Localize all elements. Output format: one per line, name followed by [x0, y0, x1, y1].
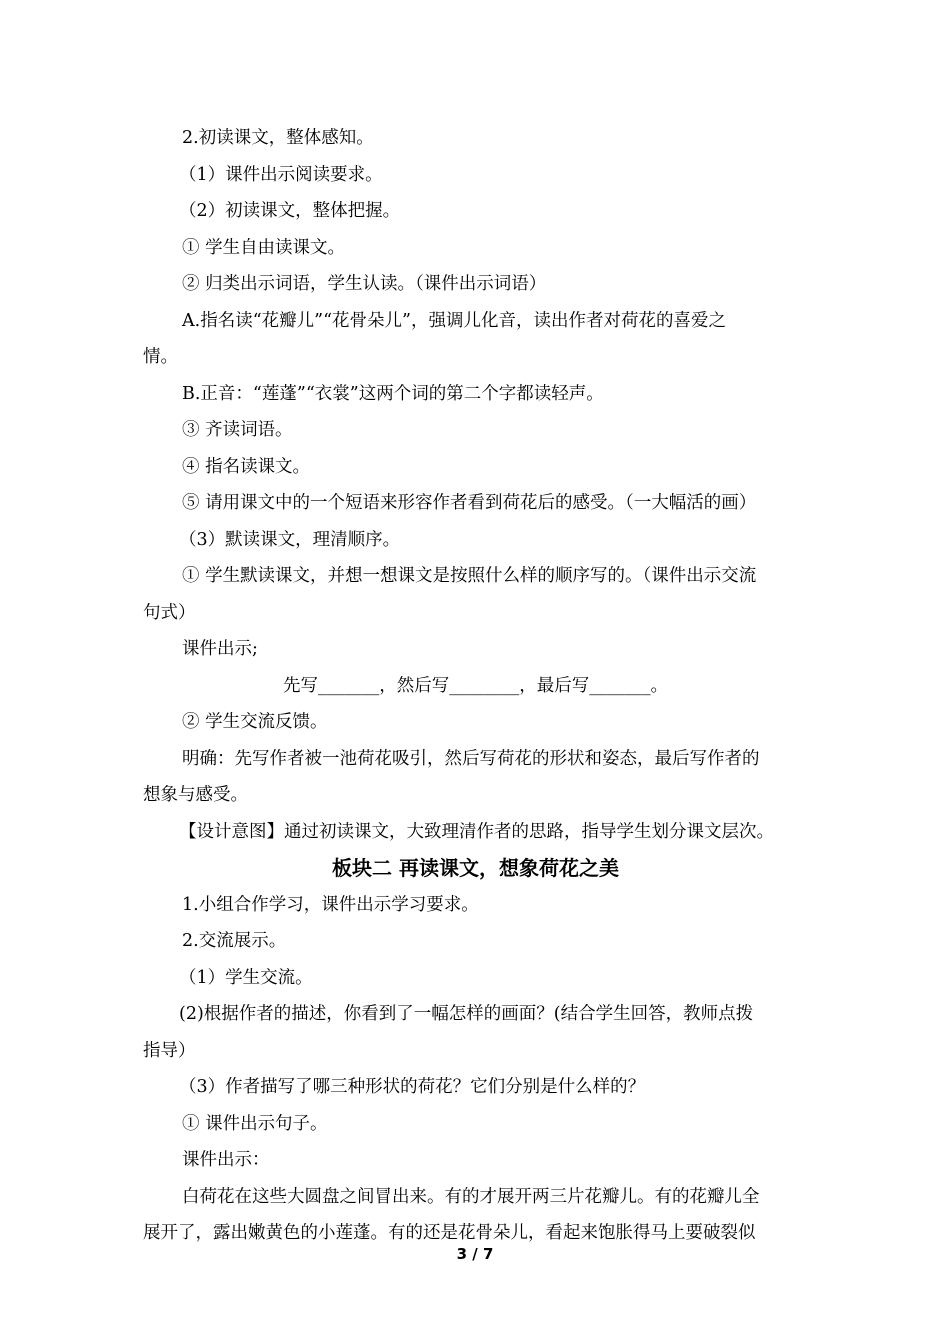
- paragraph-line: 课件出示;: [182, 639, 258, 659]
- page-number: 3 / 7: [456, 1245, 494, 1263]
- paragraph-line: ① 学生默读课文，并想一想课文是按照什么样的顺序写的。（课件出示交流: [182, 566, 757, 586]
- paragraph-line: ② 学生交流反馈。: [182, 712, 328, 732]
- paragraph-line: 句式）: [143, 602, 196, 623]
- paragraph-line: 1.小组合作学习，课件出示学习要求。: [182, 894, 479, 915]
- paragraph-line: （3）作者描写了哪三种形状的荷花？它们分别是什么样的？: [179, 1077, 646, 1097]
- section-heading: 板块二 再读课文，想象荷花之美: [332, 856, 619, 880]
- quoted-passage-line: 白荷花在这些大圆盘之间冒出来。有的才展开两三片花瓣儿。有的花瓣儿全: [182, 1186, 760, 1207]
- design-intent-note: 【设计意图】通过初读课文，大致理清作者的思路，指导学生划分课文层次。: [179, 821, 774, 842]
- quoted-passage-line: 展开了，露出嫩黄色的小莲蓬。有的还是花骨朵儿，看起来饱胀得马上要破裂似: [143, 1223, 756, 1243]
- paragraph-line: ③ 齐读词语。: [182, 420, 293, 440]
- paragraph-line: 2.交流展示。: [182, 931, 287, 951]
- step-heading-first-reading: 2.初读课文，整体感知。: [182, 128, 374, 148]
- paragraph-line: ④ 指名读课文。: [182, 456, 311, 477]
- paragraph-line: ② 归类出示词语，学生认读。（课件出示词语）: [182, 274, 547, 294]
- paragraph-line: ⑤ 请用课文中的一个短语来形容作者看到荷花后的感受。（一大幅活的画）: [182, 493, 757, 513]
- paragraph-line: 想象与感受。: [143, 785, 248, 805]
- paragraph-line: ① 学生自由读课文。: [182, 237, 346, 258]
- paragraph-line: 课件出示：: [182, 1150, 270, 1170]
- paragraph-line: ① 课件出示句子。: [182, 1113, 328, 1134]
- paragraph-line: （3）默读课文，理清顺序。: [179, 529, 401, 550]
- page-content: [143, 120, 808, 1252]
- paragraph-line: 明确：先写作者被一池荷花吸引，然后写荷花的形状和姿态，最后写作者的: [182, 748, 760, 769]
- paragraph-line: 情。: [143, 347, 178, 367]
- paragraph-line: （1）学生交流。: [179, 967, 313, 988]
- paragraph-line: （1）课件出示阅读要求。: [179, 164, 383, 185]
- paragraph-line: （2）初读课文，整体把握。: [179, 201, 401, 221]
- paragraph-line: 指导）: [143, 1040, 196, 1061]
- fill-in-blank-pattern: 先写_______，然后写________，最后写_______。: [283, 675, 668, 696]
- paragraph-line: A.指名读“花瓣儿”“花骨朵儿”，强调儿化音，读出作者对荷花的喜爱之: [182, 310, 726, 331]
- paragraph-line: (2)根据作者的描述，你看到了一幅怎样的画面？(结合学生回答，教师点拨: [179, 1004, 754, 1024]
- paragraph-line: B.正音：“莲蓬”“衣裳”这两个词的第二个字都读轻声。: [182, 383, 604, 404]
